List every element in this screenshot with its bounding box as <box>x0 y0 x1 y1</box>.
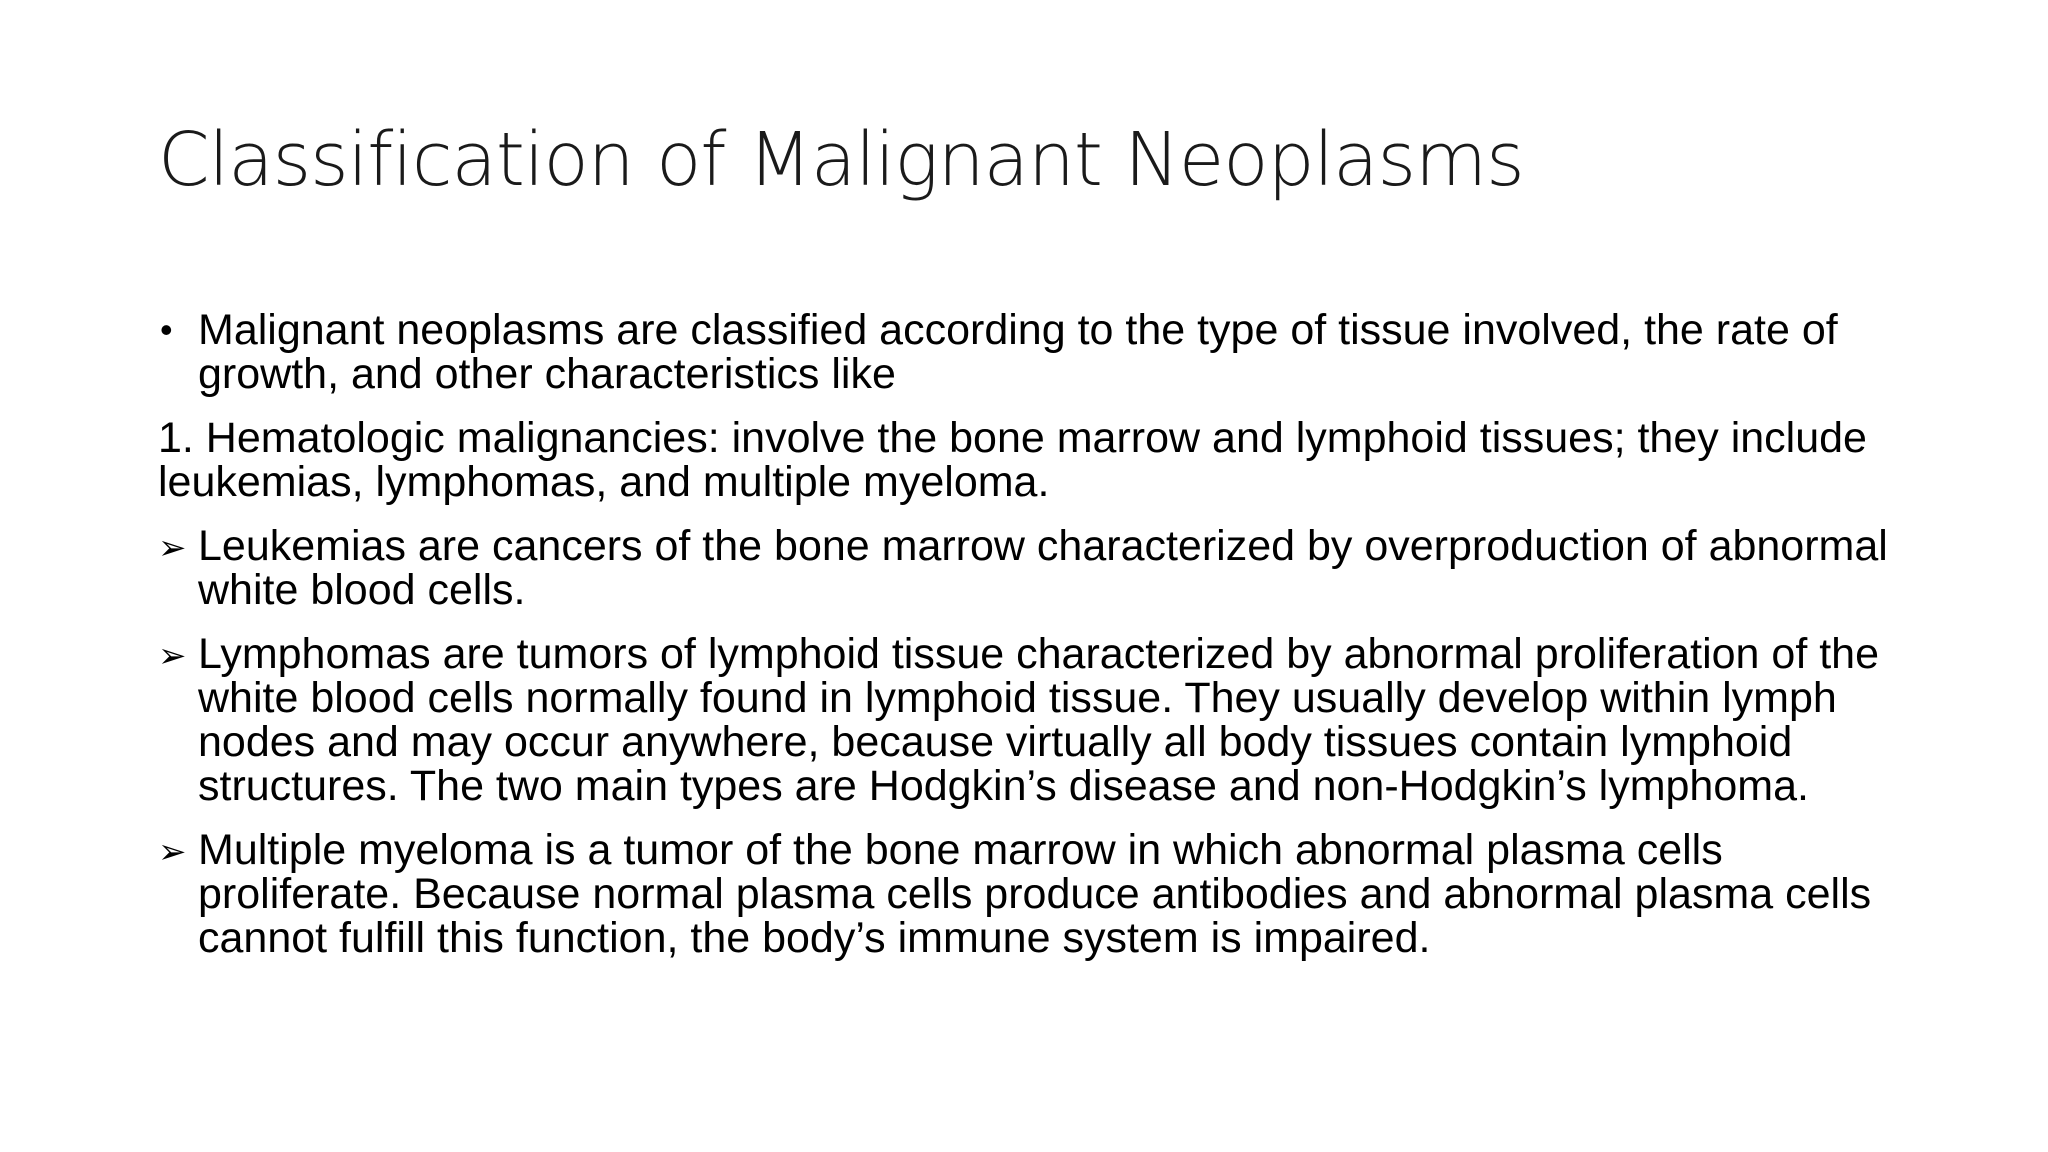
paragraph-text: Lymphomas are tumors of lymphoid tissue characterized by abnormal proliferation of the white blood cells normally found in lymphoid tissue. They usually develop within lymph nodes and may occur anywhere, because virtually all body tissues contain lymphoid structures. The two main types are Hodgkin’s disease and non-Hodgkin’s lymphoma. <box>198 630 1879 810</box>
arrow-bullet-icon: ➢ <box>158 833 187 871</box>
paragraph-text: Multiple myeloma is a tumor of the bone marrow in which abnormal plasma cells proliferate. Because normal plasma cells produce antibodies and abnormal plasma cells cannot fulfill this function, the body’s immune system is impaired. <box>198 826 1872 962</box>
bullet-paragraph-leukemias <box>158 524 1918 612</box>
paragraph-hematologic <box>158 416 1918 504</box>
arrow-bullet-icon: ➢ <box>158 529 187 567</box>
paragraph-text: Malignant neoplasms are classified according to the type of tissue involved, the rate of growth, and other characteristics like <box>198 306 1838 398</box>
slide-body <box>158 308 1918 980</box>
paragraph-text: Leukemias are cancers of the bone marrow characterized by overproduction of abnormal white blood cells. <box>198 522 1888 614</box>
slide-title: Classification of Malignant Neoplasms <box>158 117 1524 203</box>
bullet-paragraph-myeloma <box>158 828 1918 960</box>
bullet-paragraph-intro <box>158 308 1918 396</box>
paragraph-text: 1. Hematologic malignancies: involve the bone marrow and lymphoid tissues; they include leukemias, lymphomas, and multiple myeloma. <box>158 414 1867 506</box>
bullet-dot-icon: • <box>160 309 173 350</box>
bullet-paragraph-lymphomas <box>158 632 1918 808</box>
arrow-bullet-icon: ➢ <box>158 637 187 675</box>
